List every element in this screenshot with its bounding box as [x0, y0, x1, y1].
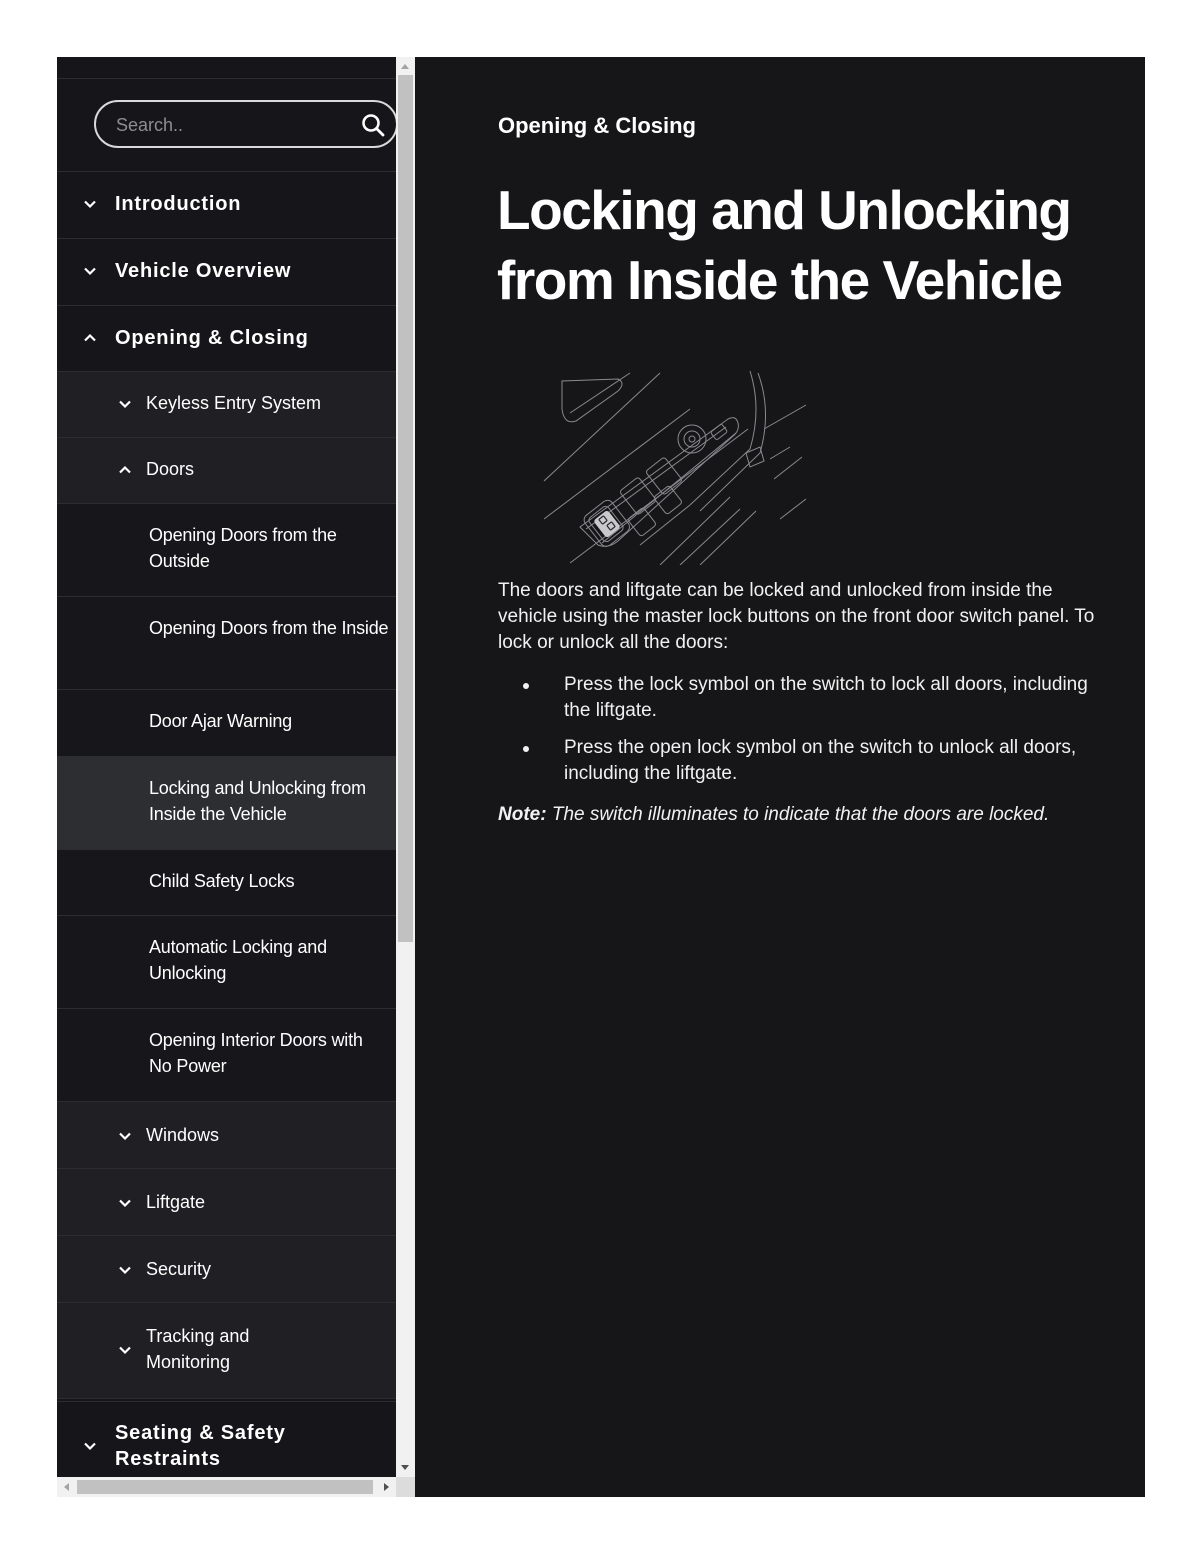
sidebar-item-label: Opening & Closing [115, 327, 309, 349]
sidebar-item-keyless-entry[interactable] [57, 372, 396, 438]
door-switch-panel-illustration [540, 369, 810, 565]
chevron-down-icon [117, 1342, 133, 1358]
scroll-left-arrow-icon[interactable] [64, 1483, 69, 1491]
chevron-down-icon [117, 396, 133, 412]
sidebar-item-locking-unlocking-inside[interactable] [57, 757, 396, 850]
sidebar-item-label: Locking and Unlocking from Inside the Vehicle [149, 778, 366, 824]
sidebar-item-label: Introduction [115, 193, 242, 215]
sidebar-item-label: Opening Doors from the Outside [149, 525, 337, 571]
sidebar-item-label: Doors [146, 459, 195, 479]
sidebar-item-label: Seating & Safety Restraints [115, 1422, 286, 1470]
page-title: Locking and Unlocking from Inside the Vehicle [497, 179, 1071, 311]
sidebar-item-label: Tracking and Monitoring [146, 1326, 250, 1372]
chevron-down-icon [117, 1195, 133, 1211]
sidebar-item-automatic-locking[interactable] [57, 916, 396, 1009]
list-item [498, 735, 1098, 787]
list-item-text: Press the open lock symbol on the switch to unlock all doors, including the liftgate. [564, 737, 1077, 784]
search-icon[interactable] [361, 113, 385, 137]
note [498, 802, 1078, 828]
sidebar-item-label: Door Ajar Warning [149, 711, 292, 731]
sidebar-item-label: Opening Interior Doors with No Power [149, 1030, 363, 1076]
sidebar-top-divider [57, 78, 396, 79]
sidebar-item-label: Child Safety Locks [149, 871, 295, 891]
sidebar-nav [57, 57, 396, 1477]
section-label: Opening & Closing [498, 113, 696, 138]
sidebar-item-label: Liftgate [146, 1192, 206, 1212]
scrollbar-thumb[interactable] [77, 1480, 373, 1494]
scrollbar-corner [396, 1477, 415, 1497]
chevron-down-icon [117, 1262, 133, 1278]
list-item [498, 672, 1098, 724]
sidebar-item-opening-doors-inside[interactable] [57, 597, 396, 690]
note-label: Note: [498, 804, 547, 825]
sidebar-item-door-ajar-warning[interactable] [57, 690, 396, 757]
sidebar-item-windows[interactable] [57, 1102, 396, 1169]
sidebar-item-doors[interactable] [57, 438, 396, 504]
sidebar-item-label: Security [146, 1259, 212, 1279]
scroll-down-arrow-icon[interactable] [401, 1465, 409, 1470]
chevron-up-icon [82, 330, 98, 346]
sidebar-item-introduction[interactable] [57, 172, 396, 239]
sidebar-item-label: Vehicle Overview [115, 260, 292, 282]
sidebar-item-label: Opening Doors from the Inside [149, 618, 389, 638]
sidebar-item-seating-safety[interactable] [57, 1401, 396, 1477]
sidebar-item-interior-doors-no-power[interactable] [57, 1009, 396, 1102]
chevron-down-icon [82, 263, 98, 279]
chevron-down-icon [82, 1438, 98, 1454]
sidebar-item-label: Automatic Locking and Unlocking [149, 937, 327, 983]
sidebar-item-tracking-monitoring[interactable] [57, 1303, 396, 1399]
sidebar-item-label: Keyless Entry System [146, 393, 322, 413]
bullet-icon [523, 683, 529, 689]
main-content [415, 57, 1145, 1497]
sidebar-item-security[interactable] [57, 1236, 396, 1303]
scrollbar-thumb[interactable] [398, 75, 413, 942]
list-item-text: Press the lock symbol on the switch to lock all doors, including the liftgate. [564, 674, 1088, 721]
sidebar-vertical-scrollbar[interactable] [396, 57, 415, 1477]
note-text: The switch illuminates to indicate that the doors are locked. [551, 804, 1050, 825]
chevron-up-icon [117, 462, 133, 478]
sidebar-item-label: Windows [146, 1125, 220, 1145]
sidebar-item-vehicle-overview[interactable] [57, 239, 396, 306]
sidebar-item-opening-doors-outside[interactable] [57, 504, 396, 597]
sidebar-item-liftgate[interactable] [57, 1169, 396, 1236]
chevron-down-icon [117, 1128, 133, 1144]
chevron-down-icon [82, 196, 98, 212]
bullet-icon [523, 746, 529, 752]
sidebar-horizontal-scrollbar[interactable] [57, 1477, 396, 1497]
sidebar-item-opening-closing[interactable] [57, 306, 396, 372]
search-input[interactable] [114, 110, 348, 140]
body-paragraph: The doors and liftgate can be locked and unlocked from inside the vehicle using the master lock buttons on the front door switch panel. To lock or unlock all the doors: [498, 580, 1095, 653]
scroll-right-arrow-icon[interactable] [384, 1483, 389, 1491]
search-box[interactable] [94, 100, 396, 148]
instruction-list [498, 672, 1098, 798]
scroll-up-arrow-icon[interactable] [401, 64, 409, 69]
sidebar-item-child-safety-locks[interactable] [57, 850, 396, 916]
